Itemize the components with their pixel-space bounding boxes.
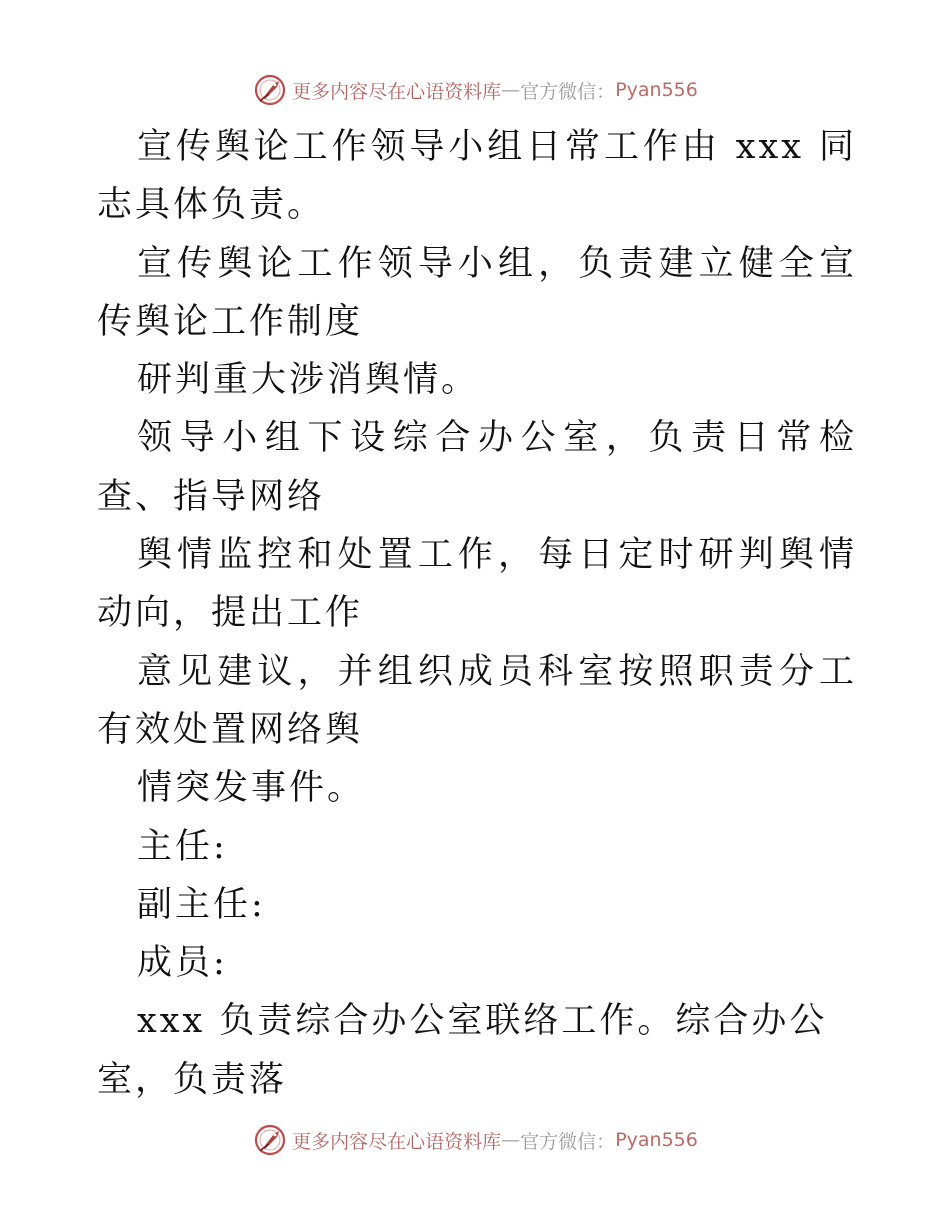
- banner-tagline: 更多内容尽在心语资料库: [292, 80, 502, 103]
- document-body: [97, 118, 857, 1109]
- banner-tagline: 更多内容尽在心语资料库: [292, 1130, 502, 1153]
- pen-nib-logo-icon: [252, 72, 288, 108]
- banner-wechat-label: 官方微信：: [520, 80, 616, 103]
- footer-banner: [0, 1120, 950, 1160]
- banner-wechat-label: 官方微信：: [520, 1130, 616, 1153]
- paragraph: 宣传舆论工作领导小组日常工作由 xxx 同志具体负责。: [97, 127, 857, 226]
- paragraph: 成员:: [137, 943, 228, 984]
- paragraph: 宣传舆论工作领导小组，负责建立健全宣传舆论工作制度: [97, 243, 857, 342]
- paragraph: 副主任:: [137, 884, 266, 925]
- header-banner: [0, 70, 950, 110]
- paragraph: xxx 负责综合办公室联络工作。综合办公室，负责落: [97, 1001, 828, 1100]
- paragraph: 领导小组下设综合办公室，负责日常检查、指导网络: [97, 418, 857, 517]
- paragraph: 舆情监控和处置工作，每日定时研判舆情动向，提出工作: [97, 535, 857, 634]
- paragraph: 意见建议，并组织成员科室按照职责分工有效处置网络舆: [97, 651, 857, 750]
- paragraph: 研判重大涉消舆情。: [137, 360, 480, 401]
- paragraph: 主任:: [137, 826, 228, 867]
- paragraph: 情突发事件。: [137, 768, 366, 809]
- banner-separator: —: [501, 79, 521, 101]
- banner-wechat-id: Pyan556: [615, 79, 698, 101]
- pen-nib-logo-icon: [252, 1122, 288, 1158]
- banner-wechat-id: Pyan556: [615, 1129, 698, 1151]
- banner-separator: —: [501, 1129, 521, 1151]
